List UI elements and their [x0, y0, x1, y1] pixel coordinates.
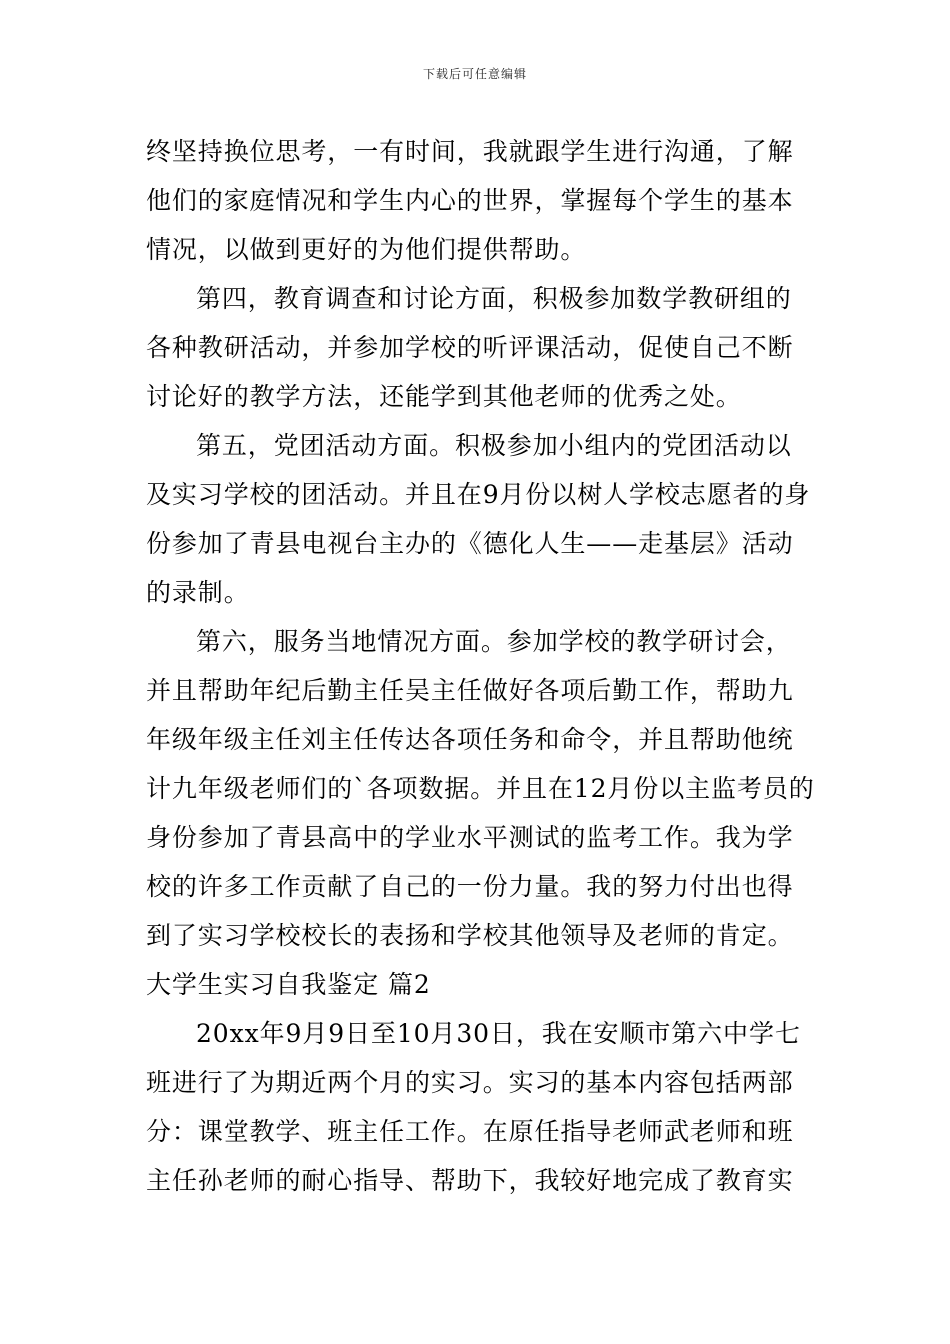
text-line: 讨论好的教学方法，还能学到其他老师的优秀之处。 — [146, 382, 742, 411]
text-line: 计九年级老师们的`各项数据。并且在12月份以主监考员的 — [146, 774, 815, 803]
text-line: 各种教研活动，并参加学校的听评课活动，促使自己不断 — [146, 333, 794, 362]
paragraph-start-line: 20xx年9月9日至10月30日，我在安顺市第六中学七 — [196, 1019, 801, 1048]
text-line: 并且帮助年纪后勤主任吴主任做好各项后勤工作，帮助九 — [146, 676, 794, 705]
paragraph-start-line: 第四，教育调查和讨论方面，积极参加数学教研组的 — [196, 284, 792, 313]
paragraph-start-line: 第五，党团活动方面。积极参加小组内的党团活动以 — [196, 431, 792, 460]
section-heading: 大学生实习自我鉴定 篇2 — [146, 970, 431, 999]
text-line: 及实习学校的团活动。并且在9月份以树人学校志愿者的身 — [146, 480, 811, 509]
text-line: 年级年级主任刘主任传达各项任务和命令，并且帮助他统 — [146, 725, 794, 754]
text-line: 身份参加了青县高中的学业水平测试的监考工作。我为学 — [146, 823, 794, 852]
text-line: 他们的家庭情况和学生内心的世界，掌握每个学生的基本 — [146, 186, 794, 215]
text-line: 班进行了为期近两个月的实习。实习的基本内容包括两部 — [146, 1068, 794, 1097]
text-line: 到了实习学校校长的表扬和学校其他领导及老师的肯定。 — [146, 921, 794, 950]
paragraph-start-line: 第六，服务当地情况方面。参加学校的教学研讨会， — [196, 627, 792, 656]
text-line: 的录制。 — [146, 578, 250, 607]
text-line: 终坚持换位思考，一有时间，我就跟学生进行沟通，了解 — [146, 137, 794, 166]
text-line: 份参加了青县电视台主办的《德化人生——走基层》活动 — [146, 529, 794, 558]
text-line: 校的许多工作贡献了自己的一份力量。我的努力付出也得 — [146, 872, 794, 901]
text-line: 情况，以做到更好的为他们提供帮助。 — [146, 235, 587, 264]
page-header: 下载后可任意编辑 — [422, 67, 527, 81]
text-line: 主任孙老师的耐心指导、帮助下，我较好地完成了教育实 — [146, 1166, 794, 1195]
text-line: 分：课堂教学、班主任工作。在原任指导老师武老师和班 — [146, 1117, 794, 1146]
